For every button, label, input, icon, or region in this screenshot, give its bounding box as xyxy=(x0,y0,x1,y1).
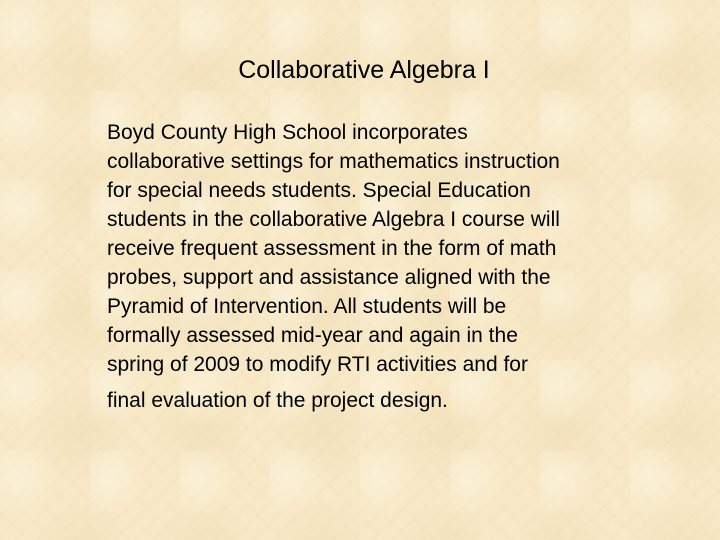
body-line: formally assessed mid-year and again in the xyxy=(107,324,518,347)
body-line: students in the collaborative Algebra I course will xyxy=(107,208,560,231)
body-line: spring of 2009 to modify RTI activities and for xyxy=(107,353,528,376)
body-last-line: final evaluation of the project design. xyxy=(107,389,448,412)
body-line: for special needs students. Special Education xyxy=(107,179,531,202)
body-line: Pyramid of Intervention. All students will be xyxy=(107,295,507,318)
body-line: receive frequent assessment in the form of math xyxy=(107,237,557,260)
body-line: collaborative settings for mathematics instruction xyxy=(107,150,560,173)
body-line: Boyd County High School incorporates xyxy=(107,121,468,144)
slide-body xyxy=(107,118,647,379)
body-line: probes, support and assistance aligned with the xyxy=(107,266,551,289)
slide-title: Collaborative Algebra I xyxy=(238,56,490,84)
